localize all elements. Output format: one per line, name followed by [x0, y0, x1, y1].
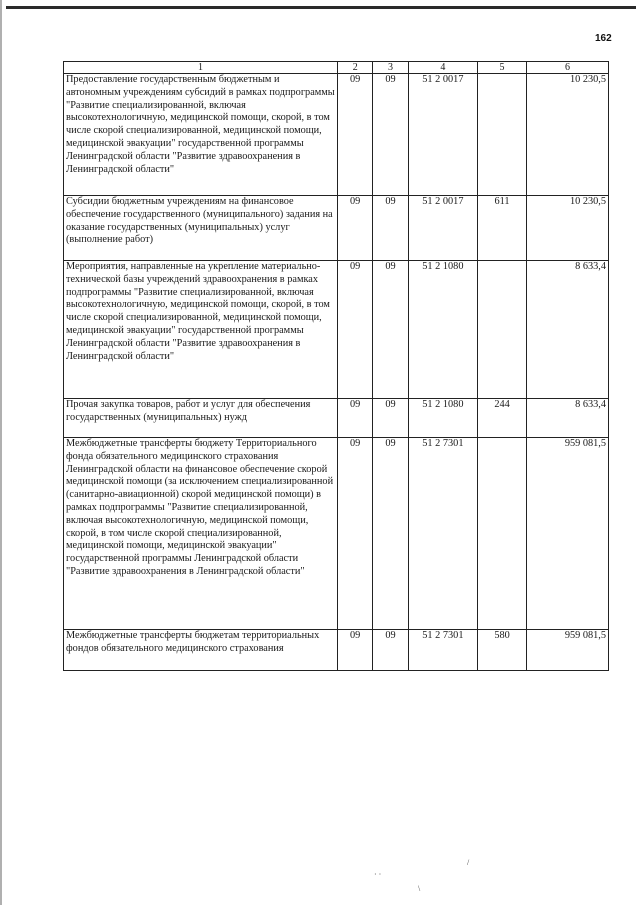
description-cell: Предоставление государственным бюджетным и автономным учреждениям субсидий в рамках подпрограммы "Развитие специализированной, включая высокотехнологичную, медицинской помощи, скорой, в том числе скорой специализированной, медицинской помощи, медицинской эвакуации" государственной программы Ленинградской области "Развитие здравоохранения в Ленинградской области" [64, 74, 338, 196]
target-article-cell: 51 2 7301 [408, 630, 478, 671]
target-article-cell: 51 2 1080 [408, 399, 478, 438]
section-cell: 09 [338, 438, 373, 630]
table-row [64, 399, 609, 438]
description-cell: Мероприятия, направленные на укрепление материально-технической базы учреждений здравоохранения в рамках подпрограммы "Развитие специализированной, включая высокотехнологичную, медицинской помощи, скорой, в том числе скорой специализированной, медицинской помощи, медицинской эвакуации" государственной программы Ленинградской области "Развитие здравоохранения в Ленинградской области" [64, 261, 338, 399]
expense-type-cell [478, 74, 527, 196]
description-cell: Субсидии бюджетным учреждениям на финансовое обеспечение государственного (муниципального) задания на оказание государственных (муниципальных) услуг (выполнение работ) [64, 196, 338, 261]
target-article-cell: 51 2 7301 [408, 438, 478, 630]
table-row [64, 261, 609, 399]
budget-table [63, 61, 609, 671]
expense-type-cell [478, 261, 527, 399]
subsection-cell: 09 [373, 630, 408, 671]
expense-type-cell: 244 [478, 399, 527, 438]
scan-speck: · · [374, 870, 382, 879]
expense-type-cell: 611 [478, 196, 527, 261]
header-cell: 2 [338, 62, 373, 74]
subsection-cell: 09 [373, 196, 408, 261]
amount-cell: 959 081,5 [526, 438, 608, 630]
header-cell: 4 [408, 62, 478, 74]
header-cell: 1 [64, 62, 338, 74]
target-article-cell: 51 2 0017 [408, 196, 478, 261]
amount-cell: 959 081,5 [526, 630, 608, 671]
table-row [64, 630, 609, 671]
subsection-cell: 09 [373, 438, 408, 630]
header-cell: 3 [373, 62, 408, 74]
target-article-cell: 51 2 0017 [408, 74, 478, 196]
header-row [64, 62, 609, 74]
amount-cell: 10 230,5 [526, 196, 608, 261]
description-cell: Межбюджетные трансферты бюджетам территориальных фондов обязательного медицинского страхования [64, 630, 338, 671]
subsection-cell: 09 [373, 74, 408, 196]
section-cell: 09 [338, 399, 373, 438]
scan-edge [0, 0, 2, 905]
top-rule [6, 6, 636, 9]
section-cell: 09 [338, 261, 373, 399]
scan-speck: \ [418, 884, 421, 893]
amount-cell: 8 633,4 [526, 261, 608, 399]
table-row [64, 196, 609, 261]
section-cell: 09 [338, 74, 373, 196]
subsection-cell: 09 [373, 261, 408, 399]
description-cell: Прочая закупка товаров, работ и услуг для обеспечения государственных (муниципальных) нужд [64, 399, 338, 438]
header-cell: 6 [526, 62, 608, 74]
target-article-cell: 51 2 1080 [408, 261, 478, 399]
expense-type-cell [478, 438, 527, 630]
header-cell: 5 [478, 62, 527, 74]
expense-type-cell: 580 [478, 630, 527, 671]
section-cell: 09 [338, 196, 373, 261]
section-cell: 09 [338, 630, 373, 671]
description-cell: Межбюджетные трансферты бюджету Территориального фонда обязательного медицинского страхования Ленинградской области на финансовое обеспечение скорой медицинской помощи (за исключением специализированной (санитарно-авиационной) скорой медицинской помощи) в рамках подпрограммы "Развитие специализированной, включая высокотехнологичную, медицинской помощи, скорой, в том числе скорой специализированной, медицинской помощи, медицинской эвакуации" государственной программы Ленинградской области "Развитие здравоохранения в Ленинградской области" [64, 438, 338, 630]
amount-cell: 10 230,5 [526, 74, 608, 196]
amount-cell: 8 633,4 [526, 399, 608, 438]
table-row [64, 438, 609, 630]
scan-speck: / [467, 858, 470, 867]
table-row [64, 74, 609, 196]
subsection-cell: 09 [373, 399, 408, 438]
page-number: 162 [595, 33, 612, 44]
